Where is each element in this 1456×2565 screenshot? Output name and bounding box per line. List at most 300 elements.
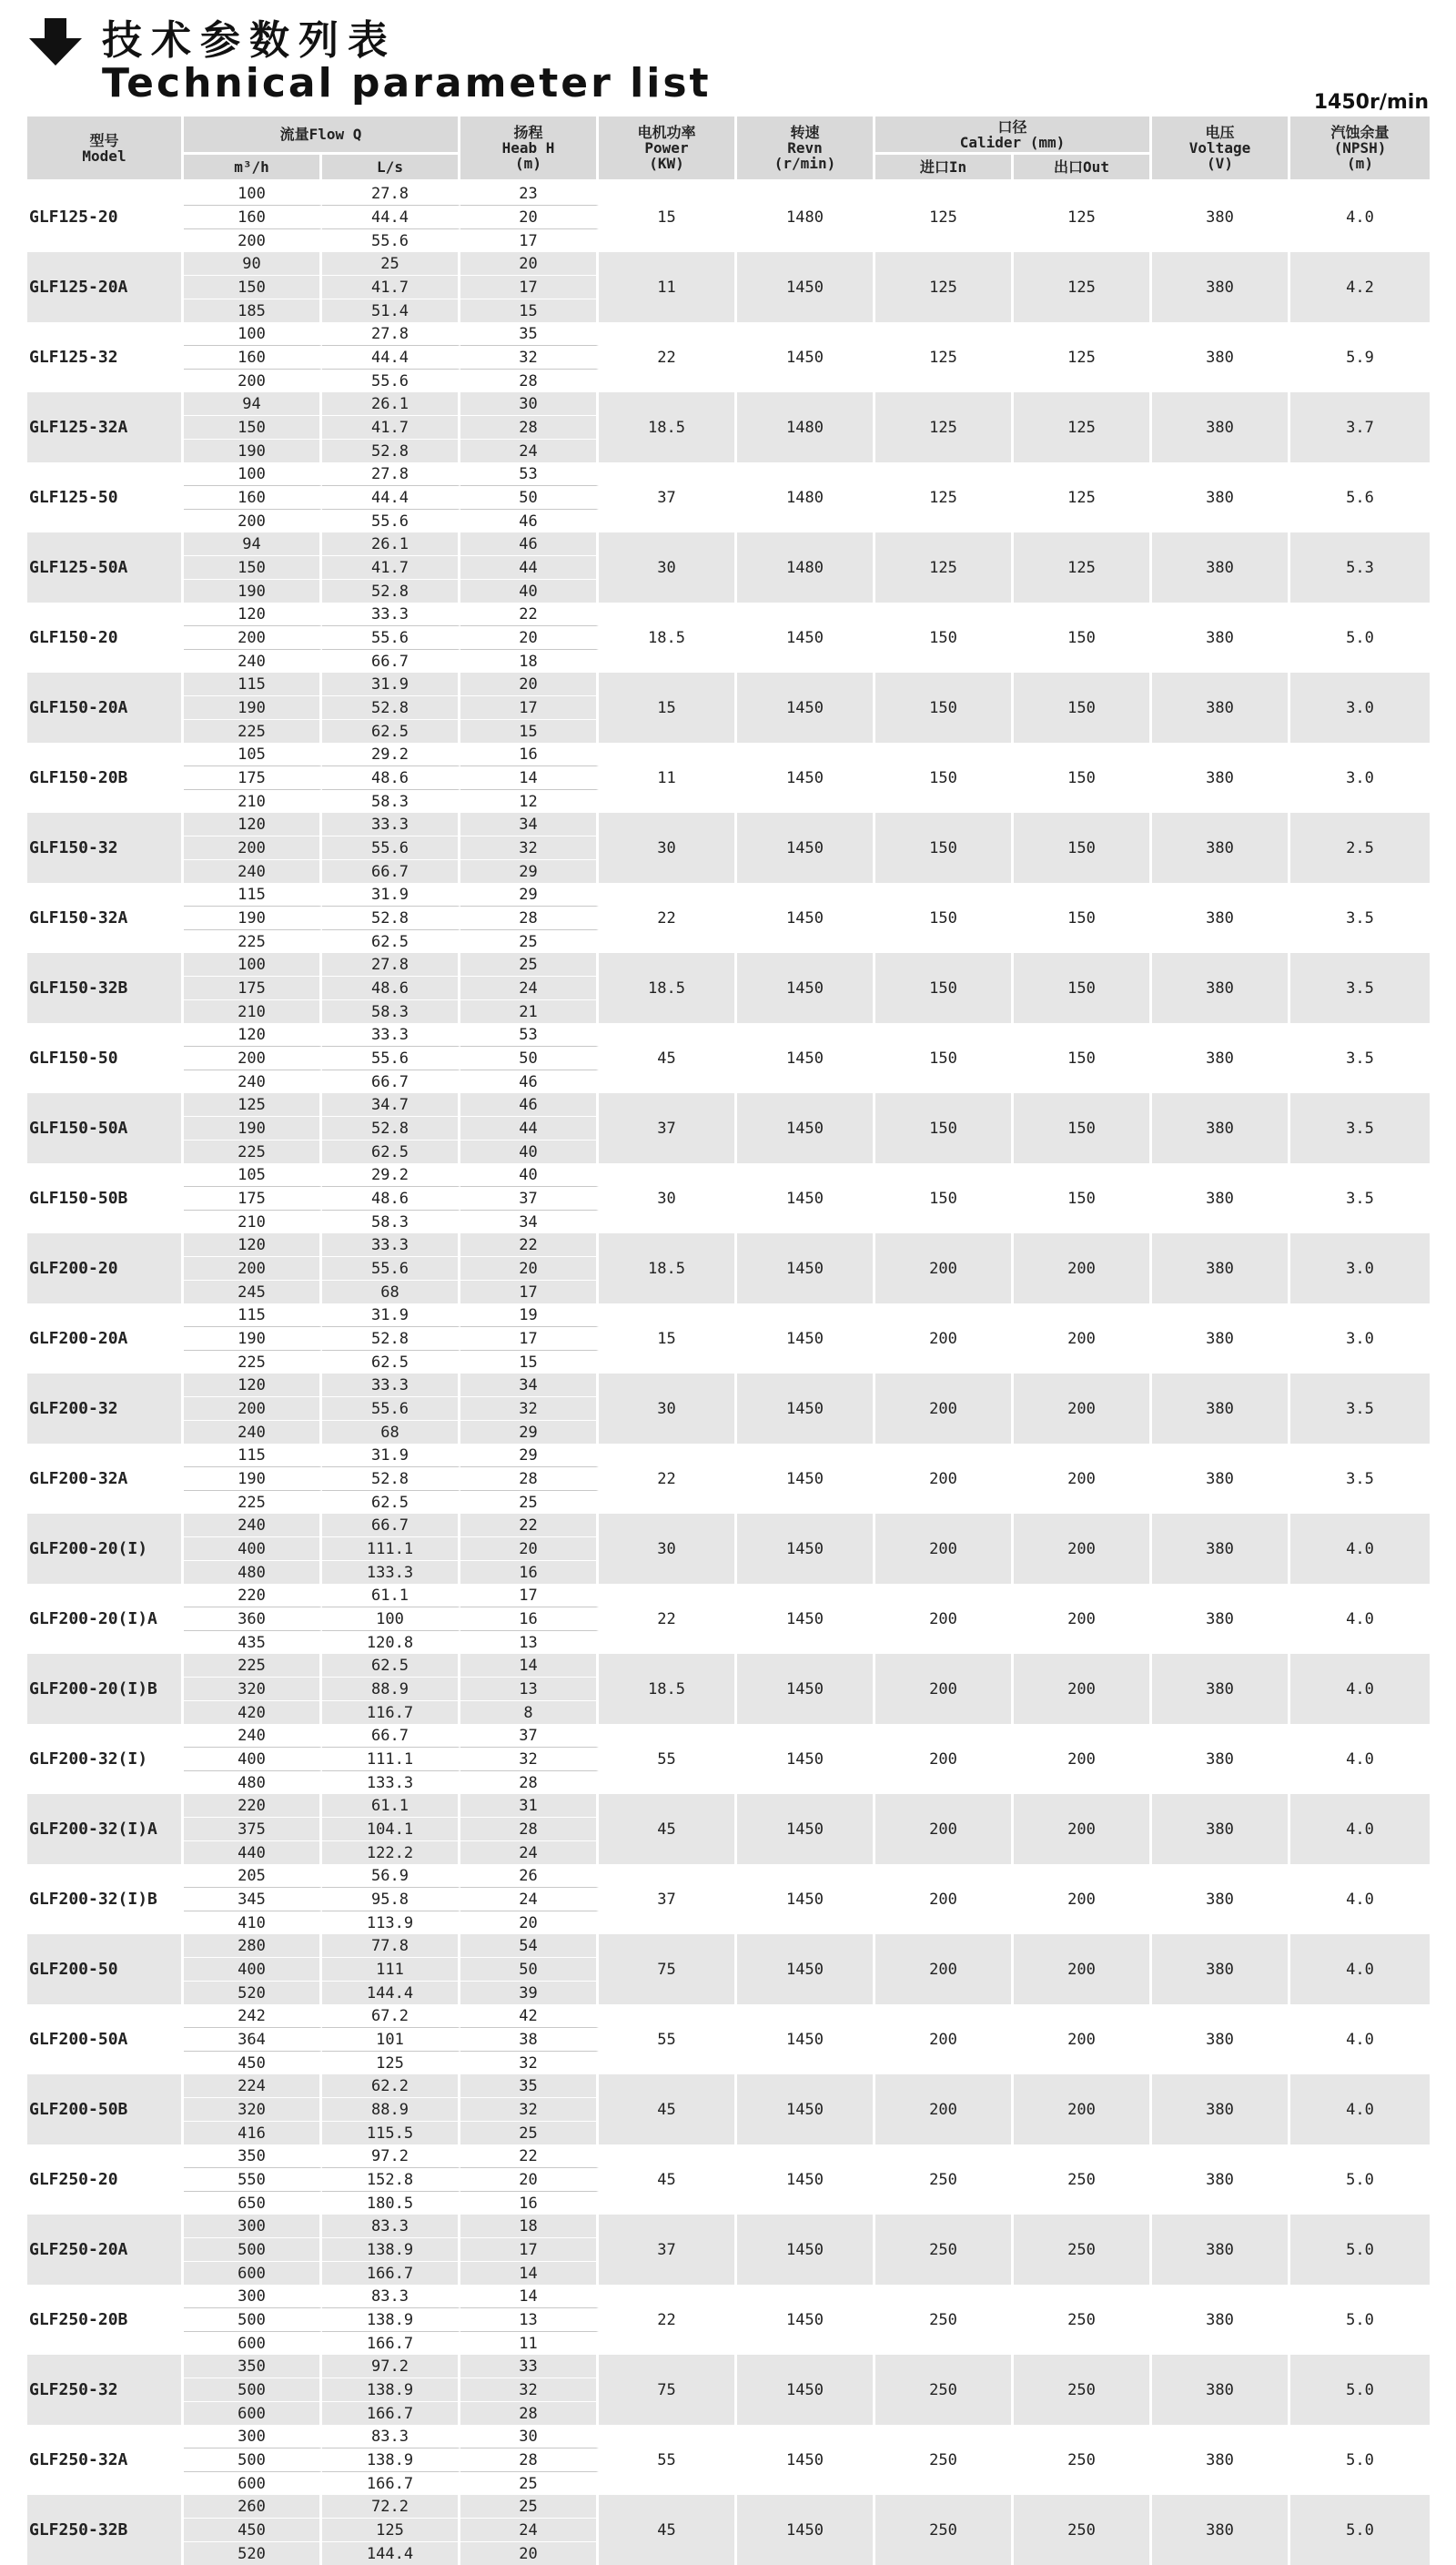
table-row xyxy=(27,1163,1432,1187)
voltage-cell: 380 xyxy=(1152,673,1290,743)
outlet-cell: 200 xyxy=(1014,1934,1152,2004)
flow-m3h-cell: 245 xyxy=(184,1281,322,1303)
table-row xyxy=(27,1023,1432,1047)
table-row xyxy=(27,2355,1432,2378)
model-cell: GLF200-20(I)A xyxy=(27,1584,184,1654)
speed-cell: 1450 xyxy=(737,1864,875,1934)
speed-cell: 1450 xyxy=(737,1654,875,1724)
head-cell: 34 xyxy=(460,1374,599,1397)
power-cell: 55 xyxy=(599,2004,737,2074)
flow-ls-cell: 152.8 xyxy=(322,2168,460,2192)
model-cell: GLF200-20(I)B xyxy=(27,1654,184,1724)
power-cell: 37 xyxy=(599,1864,737,1934)
outlet-cell: 250 xyxy=(1014,2425,1152,2495)
model-cell: GLF200-32(I)A xyxy=(27,1794,184,1864)
model-cell: GLF250-20B xyxy=(27,2285,184,2355)
head-cell: 22 xyxy=(460,1233,599,1257)
table-row xyxy=(27,1934,1432,1958)
model-cell: GLF150-20B xyxy=(27,743,184,813)
table-row xyxy=(27,1374,1432,1397)
table-row xyxy=(27,1724,1432,1748)
flow-ls-cell: 166.7 xyxy=(322,2402,460,2425)
model-cell: GLF250-20 xyxy=(27,2144,184,2215)
flow-m3h-cell: 190 xyxy=(184,580,322,603)
npsh-cell: 4.0 xyxy=(1290,1584,1432,1654)
flow-m3h-cell: 240 xyxy=(184,1724,322,1748)
speed-cell: 1450 xyxy=(737,252,875,322)
speed-cell: 1450 xyxy=(737,1794,875,1864)
flow-ls-cell: 31.9 xyxy=(322,673,460,696)
head-cell: 15 xyxy=(460,720,599,743)
table-row xyxy=(27,1584,1432,1607)
head-cell: 50 xyxy=(460,486,599,510)
power-cell: 11 xyxy=(599,252,737,322)
flow-m3h-cell: 350 xyxy=(184,2144,322,2168)
inlet-cell: 125 xyxy=(875,322,1014,392)
model-cell: GLF200-20 xyxy=(27,1233,184,1303)
head-cell: 20 xyxy=(460,1911,599,1934)
outlet-cell: 150 xyxy=(1014,603,1152,673)
flow-m3h-cell: 205 xyxy=(184,1864,322,1888)
voltage-cell: 380 xyxy=(1152,1794,1290,1864)
voltage-cell: 380 xyxy=(1152,2355,1290,2425)
head-cell: 25 xyxy=(460,953,599,977)
page-title-en: Technical parameter list xyxy=(102,60,712,106)
flow-ls-cell: 31.9 xyxy=(322,1444,460,1467)
flow-ls-cell: 144.4 xyxy=(322,2542,460,2565)
flow-m3h-cell: 440 xyxy=(184,1841,322,1864)
head-cell: 31 xyxy=(460,1794,599,1818)
outlet-cell: 200 xyxy=(1014,1724,1152,1794)
flow-ls-cell: 144.4 xyxy=(322,1982,460,2004)
head-cell: 17 xyxy=(460,276,599,299)
flow-ls-cell: 55.6 xyxy=(322,626,460,650)
outlet-cell: 150 xyxy=(1014,813,1152,883)
flow-ls-cell: 83.3 xyxy=(322,2425,460,2448)
speed-note: 1450r/min xyxy=(1313,91,1429,114)
table-row xyxy=(27,1864,1432,1888)
flow-m3h-cell: 242 xyxy=(184,2004,322,2028)
outlet-cell: 200 xyxy=(1014,2074,1152,2144)
inlet-cell: 150 xyxy=(875,883,1014,953)
flow-m3h-cell: 240 xyxy=(184,860,322,883)
speed-cell: 1450 xyxy=(737,2144,875,2215)
speed-cell: 1450 xyxy=(737,953,875,1023)
head-cell: 20 xyxy=(460,1537,599,1561)
table-row xyxy=(27,322,1432,346)
npsh-cell: 3.5 xyxy=(1290,883,1432,953)
power-cell: 18.5 xyxy=(599,603,737,673)
table-row xyxy=(27,743,1432,766)
voltage-cell: 380 xyxy=(1152,1584,1290,1654)
model-cell: GLF150-50A xyxy=(27,1093,184,1163)
flow-ls-cell: 66.7 xyxy=(322,1724,460,1748)
flow-m3h-cell: 225 xyxy=(184,1141,322,1163)
power-cell: 75 xyxy=(599,2355,737,2425)
model-group xyxy=(27,743,1432,813)
head-cell: 17 xyxy=(460,1584,599,1607)
head-cell: 12 xyxy=(460,790,599,813)
flow-m3h-cell: 120 xyxy=(184,603,322,626)
flow-ls-cell: 62.5 xyxy=(322,720,460,743)
flow-m3h-cell: 120 xyxy=(184,1023,322,1047)
flow-ls-cell: 62.2 xyxy=(322,2074,460,2098)
outlet-cell: 125 xyxy=(1014,182,1152,252)
flow-m3h-cell: 190 xyxy=(184,1467,322,1491)
flow-m3h-cell: 190 xyxy=(184,907,322,930)
flow-ls-cell: 52.8 xyxy=(322,440,460,462)
outlet-cell: 150 xyxy=(1014,743,1152,813)
flow-m3h-cell: 105 xyxy=(184,1163,322,1187)
power-cell: 45 xyxy=(599,1023,737,1093)
head-cell: 17 xyxy=(460,1281,599,1303)
outlet-cell: 125 xyxy=(1014,392,1152,462)
head-cell: 17 xyxy=(460,696,599,720)
head-cell: 24 xyxy=(460,440,599,462)
npsh-cell: 3.5 xyxy=(1290,1023,1432,1093)
flow-m3h-cell: 190 xyxy=(184,696,322,720)
flow-ls-cell: 138.9 xyxy=(322,2238,460,2262)
model-cell: GLF200-32(I)B xyxy=(27,1864,184,1934)
voltage-cell: 380 xyxy=(1152,2425,1290,2495)
head-cell: 50 xyxy=(460,1958,599,1982)
outlet-cell: 200 xyxy=(1014,1584,1152,1654)
inlet-cell: 150 xyxy=(875,953,1014,1023)
table-row xyxy=(27,953,1432,977)
power-cell: 15 xyxy=(599,182,737,252)
model-group xyxy=(27,2285,1432,2355)
model-group xyxy=(27,322,1432,392)
flow-ls-cell: 125 xyxy=(322,2052,460,2074)
head-cell: 32 xyxy=(460,2098,599,2122)
col-power: 电机功率 Power (KW) xyxy=(599,117,737,182)
outlet-cell: 200 xyxy=(1014,1303,1152,1374)
flow-m3h-cell: 105 xyxy=(184,743,322,766)
flow-m3h-cell: 200 xyxy=(184,370,322,392)
flow-m3h-cell: 400 xyxy=(184,1748,322,1771)
head-cell: 20 xyxy=(460,626,599,650)
outlet-cell: 200 xyxy=(1014,1794,1152,1864)
flow-ls-cell: 97.2 xyxy=(322,2355,460,2378)
flow-m3h-cell: 210 xyxy=(184,1211,322,1233)
speed-cell: 1480 xyxy=(737,392,875,462)
voltage-cell: 380 xyxy=(1152,1514,1290,1584)
head-cell: 24 xyxy=(460,1888,599,1911)
inlet-cell: 200 xyxy=(875,1374,1014,1444)
col-flow-m3h: m³/h xyxy=(184,155,322,182)
npsh-cell: 4.0 xyxy=(1290,182,1432,252)
flow-m3h-cell: 200 xyxy=(184,510,322,532)
flow-m3h-cell: 600 xyxy=(184,2402,322,2425)
flow-ls-cell: 97.2 xyxy=(322,2144,460,2168)
flow-ls-cell: 55.6 xyxy=(322,370,460,392)
model-cell: GLF150-50 xyxy=(27,1023,184,1093)
flow-m3h-cell: 600 xyxy=(184,2332,322,2355)
model-cell: GLF200-32 xyxy=(27,1374,184,1444)
npsh-cell: 5.6 xyxy=(1290,462,1432,532)
head-cell: 29 xyxy=(460,883,599,907)
head-cell: 20 xyxy=(460,2542,599,2565)
head-cell: 25 xyxy=(460,930,599,953)
head-cell: 15 xyxy=(460,299,599,322)
model-group xyxy=(27,883,1432,953)
flow-ls-cell: 166.7 xyxy=(322,2262,460,2285)
flow-ls-cell: 55.6 xyxy=(322,1257,460,1281)
npsh-cell: 4.0 xyxy=(1290,1514,1432,1584)
voltage-cell: 380 xyxy=(1152,462,1290,532)
model-cell: GLF125-50A xyxy=(27,532,184,603)
head-cell: 20 xyxy=(460,252,599,276)
inlet-cell: 250 xyxy=(875,2495,1014,2565)
flow-m3h-cell: 225 xyxy=(184,930,322,953)
voltage-cell: 380 xyxy=(1152,182,1290,252)
col-voltage: 电压 Voltage (V) xyxy=(1152,117,1290,182)
speed-cell: 1450 xyxy=(737,1584,875,1654)
flow-m3h-cell: 345 xyxy=(184,1888,322,1911)
power-cell: 22 xyxy=(599,883,737,953)
outlet-cell: 125 xyxy=(1014,252,1152,322)
inlet-cell: 150 xyxy=(875,1093,1014,1163)
model-group xyxy=(27,1163,1432,1233)
power-cell: 55 xyxy=(599,2425,737,2495)
flow-ls-cell: 62.5 xyxy=(322,1654,460,1678)
flow-ls-cell: 55.6 xyxy=(322,229,460,252)
power-cell: 18.5 xyxy=(599,392,737,462)
flow-ls-cell: 104.1 xyxy=(322,1818,460,1841)
head-cell: 40 xyxy=(460,580,599,603)
flow-m3h-cell: 320 xyxy=(184,1678,322,1701)
flow-m3h-cell: 200 xyxy=(184,1047,322,1070)
flow-ls-cell: 95.8 xyxy=(322,1888,460,1911)
npsh-cell: 4.0 xyxy=(1290,2004,1432,2074)
speed-cell: 1450 xyxy=(737,322,875,392)
model-cell: GLF200-20A xyxy=(27,1303,184,1374)
flow-ls-cell: 52.8 xyxy=(322,580,460,603)
flow-ls-cell: 55.6 xyxy=(322,510,460,532)
head-cell: 22 xyxy=(460,603,599,626)
flow-m3h-cell: 100 xyxy=(184,322,322,346)
npsh-cell: 3.0 xyxy=(1290,1233,1432,1303)
voltage-cell: 380 xyxy=(1152,1093,1290,1163)
flow-ls-cell: 48.6 xyxy=(322,977,460,1000)
head-cell: 35 xyxy=(460,322,599,346)
power-cell: 22 xyxy=(599,1584,737,1654)
flow-ls-cell: 116.7 xyxy=(322,1701,460,1724)
model-group xyxy=(27,1584,1432,1654)
npsh-cell: 5.0 xyxy=(1290,2495,1432,2565)
head-cell: 42 xyxy=(460,2004,599,2028)
flow-ls-cell: 31.9 xyxy=(322,883,460,907)
flow-m3h-cell: 435 xyxy=(184,1631,322,1654)
head-cell: 18 xyxy=(460,650,599,673)
flow-m3h-cell: 360 xyxy=(184,1607,322,1631)
speed-cell: 1450 xyxy=(737,1934,875,2004)
power-cell: 37 xyxy=(599,1093,737,1163)
flow-ls-cell: 26.1 xyxy=(322,392,460,416)
head-cell: 34 xyxy=(460,813,599,836)
inlet-cell: 200 xyxy=(875,2004,1014,2074)
head-cell: 29 xyxy=(460,1421,599,1444)
npsh-cell: 4.0 xyxy=(1290,1934,1432,2004)
model-group xyxy=(27,2144,1432,2215)
outlet-cell: 200 xyxy=(1014,1864,1152,1934)
flow-m3h-cell: 500 xyxy=(184,2378,322,2402)
head-cell: 44 xyxy=(460,1117,599,1141)
flow-m3h-cell: 280 xyxy=(184,1934,322,1958)
flow-m3h-cell: 240 xyxy=(184,1070,322,1093)
npsh-cell: 3.0 xyxy=(1290,743,1432,813)
head-cell: 44 xyxy=(460,556,599,580)
outlet-cell: 150 xyxy=(1014,1163,1152,1233)
power-cell: 15 xyxy=(599,1303,737,1374)
model-group xyxy=(27,2425,1432,2495)
model-group xyxy=(27,1233,1432,1303)
head-cell: 28 xyxy=(460,2448,599,2472)
power-cell: 45 xyxy=(599,1794,737,1864)
speed-cell: 1450 xyxy=(737,883,875,953)
model-cell: GLF150-32 xyxy=(27,813,184,883)
flow-m3h-cell: 500 xyxy=(184,2308,322,2332)
flow-ls-cell: 138.9 xyxy=(322,2448,460,2472)
flow-m3h-cell: 500 xyxy=(184,2238,322,2262)
npsh-cell: 2.5 xyxy=(1290,813,1432,883)
speed-cell: 1480 xyxy=(737,532,875,603)
head-cell: 53 xyxy=(460,462,599,486)
flow-m3h-cell: 200 xyxy=(184,229,322,252)
head-cell: 22 xyxy=(460,1514,599,1537)
flow-m3h-cell: 416 xyxy=(184,2122,322,2144)
npsh-cell: 4.2 xyxy=(1290,252,1432,322)
flow-ls-cell: 26.1 xyxy=(322,532,460,556)
inlet-cell: 200 xyxy=(875,1864,1014,1934)
inlet-cell: 150 xyxy=(875,603,1014,673)
power-cell: 30 xyxy=(599,532,737,603)
flow-m3h-cell: 350 xyxy=(184,2355,322,2378)
flow-m3h-cell: 160 xyxy=(184,206,322,229)
model-group xyxy=(27,182,1432,252)
npsh-cell: 4.0 xyxy=(1290,2074,1432,2144)
head-cell: 32 xyxy=(460,346,599,370)
flow-m3h-cell: 210 xyxy=(184,1000,322,1023)
flow-ls-cell: 55.6 xyxy=(322,1047,460,1070)
speed-cell: 1450 xyxy=(737,1374,875,1444)
page-header xyxy=(0,0,1456,114)
head-cell: 28 xyxy=(460,1771,599,1794)
power-cell: 22 xyxy=(599,1444,737,1514)
flow-ls-cell: 33.3 xyxy=(322,813,460,836)
head-cell: 14 xyxy=(460,766,599,790)
power-cell: 45 xyxy=(599,2144,737,2215)
head-cell: 32 xyxy=(460,1397,599,1421)
col-inlet: 进口In xyxy=(875,155,1014,182)
power-cell: 55 xyxy=(599,1724,737,1794)
flow-m3h-cell: 94 xyxy=(184,532,322,556)
model-cell: GLF250-32B xyxy=(27,2495,184,2565)
flow-ls-cell: 72.2 xyxy=(322,2495,460,2519)
voltage-cell: 380 xyxy=(1152,1374,1290,1444)
model-cell: GLF150-32B xyxy=(27,953,184,1023)
flow-m3h-cell: 420 xyxy=(184,1701,322,1724)
table-row xyxy=(27,532,1432,556)
flow-m3h-cell: 240 xyxy=(184,650,322,673)
inlet-cell: 200 xyxy=(875,2074,1014,2144)
flow-m3h-cell: 320 xyxy=(184,2098,322,2122)
table-row xyxy=(27,2144,1432,2168)
power-cell: 18.5 xyxy=(599,1654,737,1724)
flow-m3h-cell: 160 xyxy=(184,346,322,370)
head-cell: 34 xyxy=(460,1211,599,1233)
flow-ls-cell: 48.6 xyxy=(322,1187,460,1211)
speed-cell: 1450 xyxy=(737,813,875,883)
model-cell: GLF200-32(I) xyxy=(27,1724,184,1794)
table-row xyxy=(27,2285,1432,2308)
head-cell: 30 xyxy=(460,392,599,416)
flow-m3h-cell: 175 xyxy=(184,977,322,1000)
flow-ls-cell: 62.5 xyxy=(322,1491,460,1514)
flow-ls-cell: 58.3 xyxy=(322,790,460,813)
head-cell: 13 xyxy=(460,1678,599,1701)
voltage-cell: 380 xyxy=(1152,953,1290,1023)
power-cell: 22 xyxy=(599,2285,737,2355)
flow-ls-cell: 52.8 xyxy=(322,1327,460,1351)
model-cell: GLF250-32A xyxy=(27,2425,184,2495)
head-cell: 53 xyxy=(460,1023,599,1047)
flow-ls-cell: 41.7 xyxy=(322,416,460,440)
model-group xyxy=(27,1444,1432,1514)
voltage-cell: 380 xyxy=(1152,532,1290,603)
flow-ls-cell: 33.3 xyxy=(322,1023,460,1047)
outlet-cell: 250 xyxy=(1014,2495,1152,2565)
flow-m3h-cell: 150 xyxy=(184,416,322,440)
flow-ls-cell: 88.9 xyxy=(322,1678,460,1701)
flow-ls-cell: 111.1 xyxy=(322,1748,460,1771)
power-cell: 45 xyxy=(599,2074,737,2144)
col-flow: 流量Flow Q xyxy=(184,117,460,155)
flow-ls-cell: 44.4 xyxy=(322,206,460,229)
flow-m3h-cell: 120 xyxy=(184,1233,322,1257)
flow-ls-cell: 27.8 xyxy=(322,182,460,206)
power-cell: 22 xyxy=(599,322,737,392)
col-caliber: 口径 Calider (mm) xyxy=(875,117,1152,155)
table-row xyxy=(27,2495,1432,2519)
model-group xyxy=(27,1514,1432,1584)
flow-m3h-cell: 120 xyxy=(184,1374,322,1397)
col-head: 扬程 Heab H (m) xyxy=(460,117,599,182)
power-cell: 18.5 xyxy=(599,953,737,1023)
head-cell: 20 xyxy=(460,206,599,229)
flow-m3h-cell: 100 xyxy=(184,182,322,206)
npsh-cell: 5.0 xyxy=(1290,2144,1432,2215)
voltage-cell: 380 xyxy=(1152,1724,1290,1794)
flow-ls-cell: 66.7 xyxy=(322,860,460,883)
flow-m3h-cell: 480 xyxy=(184,1771,322,1794)
head-cell: 54 xyxy=(460,1934,599,1958)
speed-cell: 1450 xyxy=(737,1514,875,1584)
inlet-cell: 250 xyxy=(875,2425,1014,2495)
flow-m3h-cell: 210 xyxy=(184,790,322,813)
outlet-cell: 200 xyxy=(1014,1444,1152,1514)
head-cell: 24 xyxy=(460,1841,599,1864)
head-cell: 20 xyxy=(460,673,599,696)
npsh-cell: 3.5 xyxy=(1290,1374,1432,1444)
model-group xyxy=(27,392,1432,462)
npsh-cell: 3.7 xyxy=(1290,392,1432,462)
head-cell: 13 xyxy=(460,1631,599,1654)
model-group xyxy=(27,2215,1432,2285)
flow-ls-cell: 111 xyxy=(322,1958,460,1982)
inlet-cell: 200 xyxy=(875,1514,1014,1584)
model-group xyxy=(27,1303,1432,1374)
